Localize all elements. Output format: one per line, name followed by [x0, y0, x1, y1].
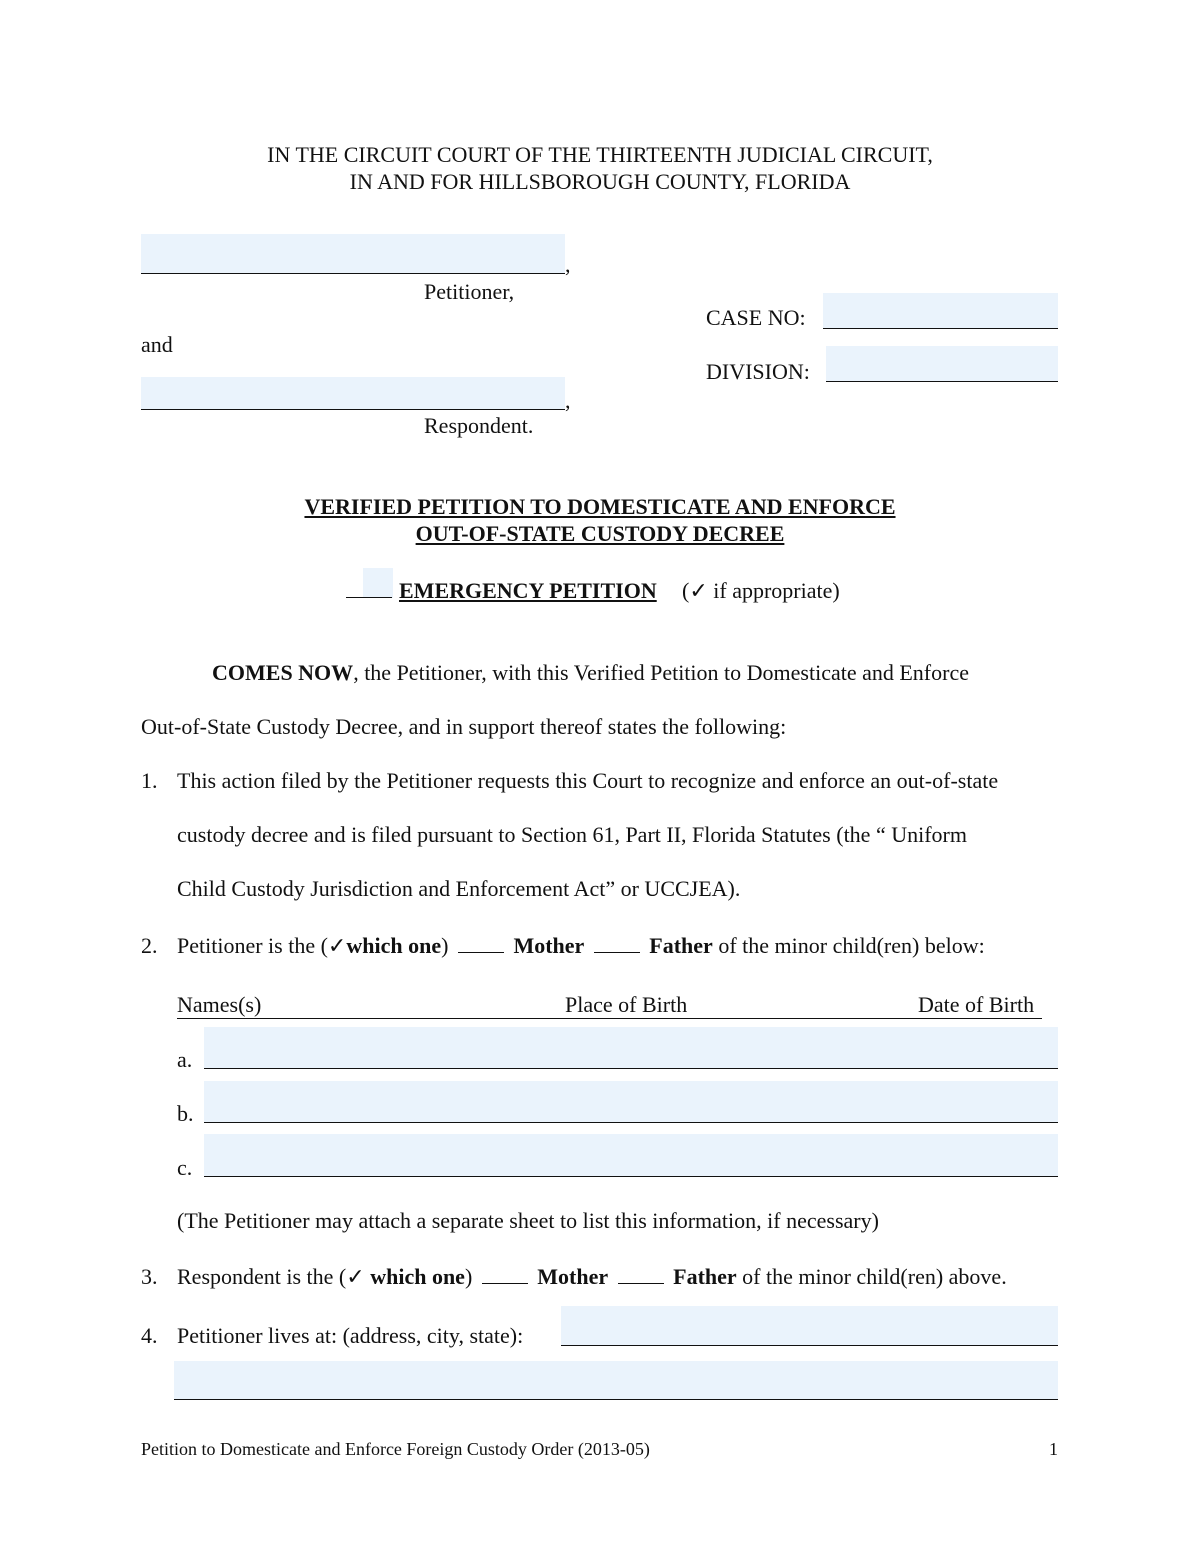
petition-title-line1: VERIFIED PETITION TO DOMESTICATE AND ENFORCE — [304, 494, 896, 519]
footer-form-name: Petition to Domesticate and Enforce Foreign Custody Order (2013-05) — [141, 1439, 650, 1459]
check-mark-icon: ✓ — [689, 578, 708, 603]
header-date-of-birth: Date of Birth — [918, 992, 1035, 1017]
petitioner-father-blank[interactable] — [594, 934, 640, 953]
item2-prefix: Petitioner is the ( — [177, 933, 328, 958]
emergency-petition-label: EMERGENCY PETITION — [399, 578, 657, 603]
child-c-label: c. — [177, 1155, 193, 1180]
child-a-field[interactable] — [204, 1027, 1058, 1069]
item1-line2: custody decree and is filed pursuant to Section 61, Part II, Florida Statutes (the “ Uniform — [177, 822, 967, 847]
respondent-father-blank[interactable] — [618, 1265, 664, 1284]
child-a-label: a. — [177, 1047, 193, 1072]
case-no-label: CASE NO: — [706, 305, 806, 330]
mother-label: Mother — [537, 1264, 609, 1289]
division-label: DIVISION: — [706, 359, 810, 384]
item3-suffix: of the minor child(ren) above. — [742, 1264, 1007, 1289]
item1-line1: This action filed by the Petitioner requests this Court to recognize and enforce an out-of-state — [177, 768, 999, 793]
emergency-checkbox-field[interactable] — [363, 568, 393, 598]
item1-line3: Child Custody Jurisdiction and Enforcement Act” or UCCJEA). — [177, 876, 741, 901]
item2-text — [177, 933, 985, 959]
item2-number: 2. — [141, 933, 158, 958]
petitioner-name-field[interactable] — [141, 234, 565, 274]
item3-text — [177, 1264, 1007, 1290]
close-paren: ) — [441, 933, 449, 958]
petitioner-comma: , — [565, 252, 571, 277]
check-mark-icon: ✓ — [346, 1264, 365, 1289]
item3-prefix: Respondent is the ( — [177, 1264, 347, 1289]
petitioner-mother-blank[interactable] — [458, 934, 504, 953]
petitioner-label: Petitioner, — [424, 279, 515, 304]
children-table-header — [177, 992, 1042, 1019]
item4-label: Petitioner lives at: (address, city, state): — [177, 1323, 524, 1348]
mother-label: Mother — [513, 933, 585, 958]
respondent-comma: , — [565, 388, 571, 413]
header-names: Names(s) — [177, 992, 262, 1017]
and-label: and — [141, 332, 173, 357]
court-header-line1: IN THE CIRCUIT COURT OF THE THIRTEENTH JUDICIAL CIRCUIT, — [267, 142, 933, 167]
child-b-field[interactable] — [204, 1081, 1058, 1123]
father-label: Father — [673, 1264, 737, 1289]
child-b-label: b. — [177, 1101, 194, 1126]
emergency-blank-line — [346, 597, 392, 598]
father-label: Father — [649, 933, 713, 958]
emergency-note-paren: ( — [682, 578, 690, 603]
petitioner-address-field-1[interactable] — [561, 1306, 1058, 1346]
check-mark-icon: ✓ — [327, 933, 347, 958]
case-no-field[interactable] — [823, 293, 1058, 329]
emergency-note: if appropriate) — [713, 578, 840, 603]
intro-bold: COMES NOW — [212, 660, 354, 685]
petitioner-address-field-2[interactable] — [174, 1361, 1058, 1400]
which-one-label: which one — [346, 933, 442, 958]
item2-suffix: of the minor child(ren) below: — [718, 933, 985, 958]
item3-number: 3. — [141, 1264, 158, 1289]
respondent-mother-blank[interactable] — [482, 1265, 528, 1284]
attach-note: (The Petitioner may attach a separate sheet to list this information, if necessary) — [177, 1208, 879, 1233]
respondent-name-field[interactable] — [141, 377, 565, 410]
intro-line2: Out-of-State Custody Decree, and in support thereof states the following: — [141, 714, 787, 739]
item1-number: 1. — [141, 768, 158, 793]
close-paren: ) — [464, 1264, 473, 1289]
petition-title-line2: OUT-OF-STATE CUSTODY DECREE — [415, 521, 785, 546]
item4-number: 4. — [141, 1323, 158, 1348]
intro-rest: , the Petitioner, with this Verified Petition to Domesticate and Enforce — [353, 660, 969, 685]
header-place-of-birth: Place of Birth — [565, 992, 688, 1017]
court-header-line2: IN AND FOR HILLSBOROUGH COUNTY, FLORIDA — [349, 169, 851, 194]
footer-page-number: 1 — [1049, 1439, 1058, 1459]
respondent-label: Respondent. — [424, 413, 534, 438]
child-c-field[interactable] — [204, 1134, 1058, 1177]
which-one-label: which one — [370, 1264, 465, 1289]
division-field[interactable] — [826, 346, 1058, 382]
